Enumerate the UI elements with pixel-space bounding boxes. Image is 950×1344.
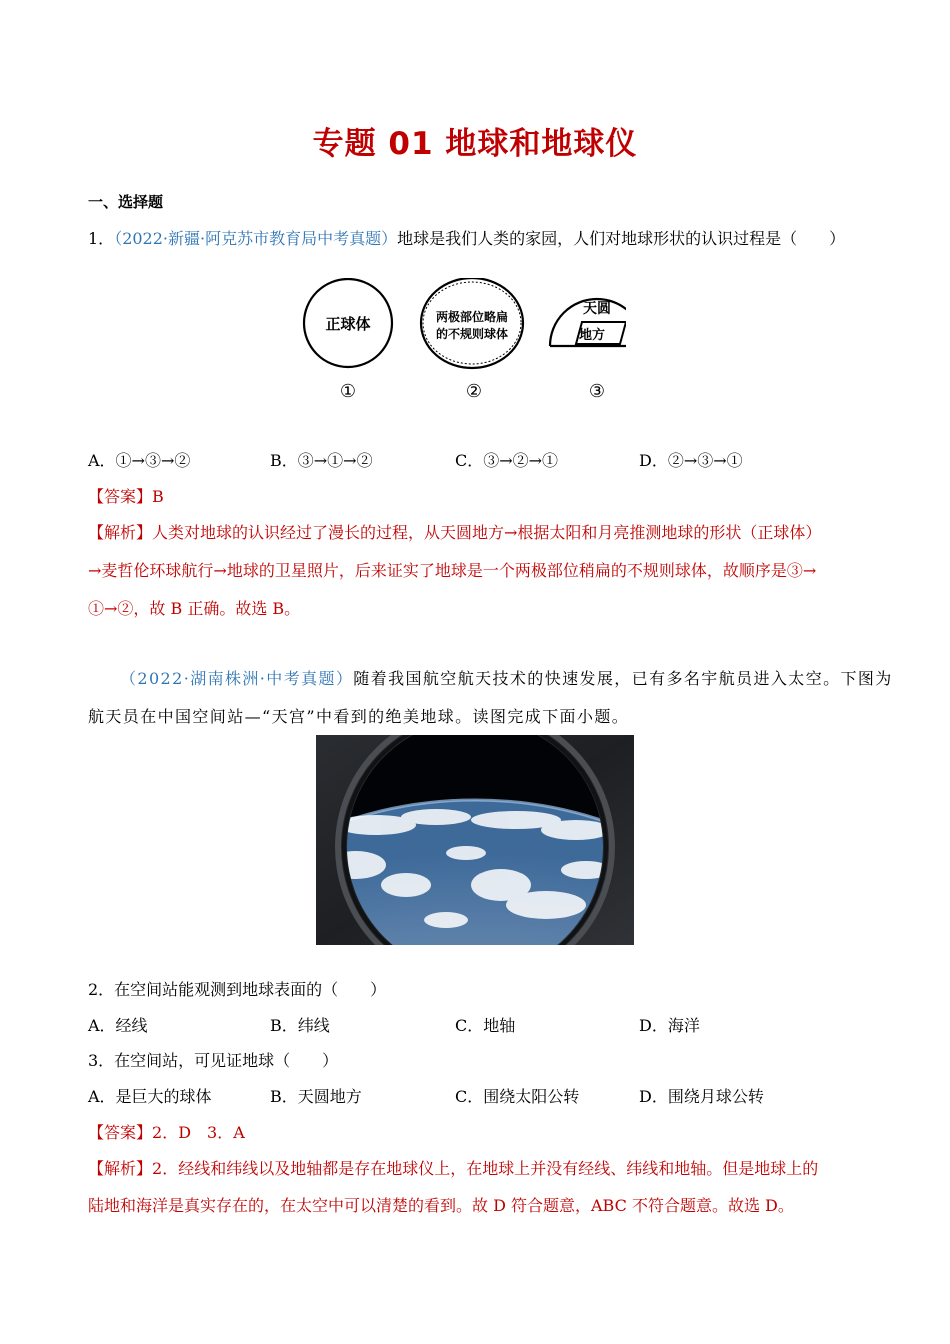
q1-analysis-line-1: [88, 520, 821, 543]
q23-answer-tag: 【答案】: [88, 1123, 153, 1142]
question-2: 2．在空间站能观测到地球表面的（ ）: [88, 980, 387, 999]
q1-analysis-text-1: 人类对地球的认识经过了漫长的过程，从天圆地方→根据太阳和月亮推测地球的形状（正球体）: [152, 523, 822, 542]
passage-line-2: 航天员在中国空间站—“天宫”中看到的绝美地球。读图完成下面小题。: [88, 707, 630, 726]
q1-option-d: D．②→③→①: [639, 451, 743, 470]
q2-option-b: B．纬线: [270, 1016, 330, 1035]
earth-from-space-photo: [316, 735, 634, 945]
dome-figure: [550, 299, 626, 346]
irregular-sphere-figure: [421, 278, 523, 368]
question-1: [88, 226, 845, 249]
question-1-text: 地球是我们人类的家园，人们对地球形状的认识过程是（ ）: [397, 229, 846, 248]
sphere-figure: [304, 279, 392, 367]
irregular-sphere-label-1: 两极部位略扁: [435, 310, 509, 324]
irregular-sphere-label-2: 的不规则球体: [435, 327, 509, 341]
passage-line-1: [120, 666, 893, 689]
q23-analysis-tag: 【解析】: [88, 1159, 153, 1178]
q1-option-a: A．①→③→②: [88, 451, 191, 470]
question-1-number: 1．: [88, 229, 115, 248]
q2-option-d: D．海洋: [639, 1016, 700, 1035]
passage-source: （2022·湖南株洲·中考真题）: [120, 669, 354, 688]
dome-label-bottom: 地方: [578, 328, 606, 343]
q1-answer: [88, 484, 164, 507]
question-1-source: （2022·新疆·阿克苏市教育局中考真题）: [114, 229, 398, 248]
q23-analysis-line-2: 陆地和海洋是真实存在的，在太空中可以清楚的看到。故 D 符合题意，ABC 不符合题意。故选 D。: [88, 1196, 794, 1215]
q23-answer: [88, 1120, 245, 1143]
q1-option-c: C．③→②→①: [455, 451, 559, 470]
dome-label-top: 天圆: [583, 301, 611, 317]
q1-analysis-line-2: →麦哲伦环球航行→地球的卫星照片，后来证实了地球是一个两极部位稍扁的不规则球体，故顺序是③→: [88, 561, 817, 580]
q1-analysis-tag: 【解析】: [88, 523, 153, 542]
q1-option-b: B．③→①→②: [270, 451, 373, 470]
earth-shape-diagram: [296, 278, 626, 408]
page-title: 专题 01 地球和地球仪: [312, 126, 638, 162]
figure-number-2: ②: [465, 381, 483, 402]
q1-analysis-line-3: ①→②，故 B 正确。故选 B。: [88, 599, 301, 618]
figure-number-1: ①: [339, 381, 357, 402]
q2-option-c: C．地轴: [455, 1016, 516, 1035]
q23-analysis-text-1: 2．经线和纬线以及地轴都是存在地球仪上，在地球上并没有经线、纬线和地轴。但是地球上的: [152, 1159, 819, 1178]
q3-option-a: A．是巨大的球体: [88, 1087, 212, 1106]
q2-option-a: A．经线: [88, 1016, 148, 1035]
passage-text-1: 随着我国航空航天技术的快速发展，已有多名宇航员进入太空。下图为: [353, 669, 893, 688]
q1-answer-tag: 【答案】: [88, 487, 153, 506]
q3-option-c: C．围绕太阳公转: [455, 1087, 580, 1106]
q3-option-d: D．围绕月球公转: [639, 1087, 764, 1106]
question-3: 3．在空间站，可见证地球（ ）: [88, 1051, 339, 1070]
q1-answer-value: B: [152, 487, 164, 506]
section-heading: 一、选择题: [88, 193, 164, 211]
q23-answer-value: 2．D 3．A: [152, 1123, 245, 1142]
q3-option-b: B．天圆地方: [270, 1087, 362, 1106]
sphere-label: 正球体: [325, 315, 371, 333]
q23-analysis-line-1: [88, 1156, 818, 1179]
figure-number-3: ③: [588, 381, 606, 402]
